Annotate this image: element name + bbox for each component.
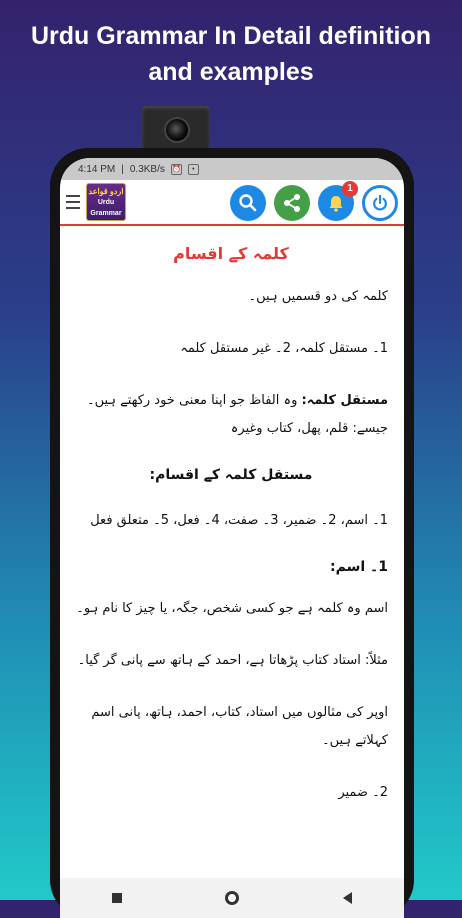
status-time: 4:14 PM (78, 163, 116, 175)
paragraph: 2۔ ضمیر (338, 785, 388, 800)
paragraph: 1۔ اسم، 2۔ ضمیر، 3۔ صفت، 4۔ فعل، 5۔ متعلق فعل (90, 513, 388, 528)
definition-term: مستقل کلمہ: (301, 393, 388, 408)
app-logo (86, 183, 126, 221)
status-bar: 4:14 PM | 0.3KB/s ⏰ • (60, 158, 404, 180)
article-content (60, 226, 404, 807)
app-logo-english: Urdu Grammar (90, 199, 122, 217)
popup-camera (142, 106, 210, 152)
camera-lens-icon (164, 117, 190, 143)
status-speed: 0.3KB/s (129, 163, 165, 175)
menu-icon[interactable] (66, 195, 80, 209)
ism-heading: 1۔ اسم: (330, 559, 388, 575)
notification-icon: • (188, 164, 199, 175)
phone-screen (60, 158, 404, 918)
power-icon (371, 194, 389, 212)
app-bar (60, 180, 404, 226)
search-button[interactable] (230, 185, 266, 221)
recents-icon[interactable] (112, 893, 122, 903)
promo-title (0, 18, 462, 90)
promo-title-line1: Urdu Grammar In Detail definition (30, 22, 432, 50)
bell-icon (326, 193, 346, 213)
app-logo-urdu: اردو قواعد (88, 187, 124, 196)
sub-heading: مستقل کلمہ کے اقسام: (149, 467, 313, 483)
system-nav-bar (60, 878, 404, 918)
paragraph: مثلاً: استاد کتاب پڑھاتا ہے، احمد کے ہاتھ سے پانی گر گیا۔ (77, 653, 388, 668)
paragraph: 1۔ مستقل کلمہ، 2۔ غیر مستقل کلمہ (180, 341, 388, 356)
share-button[interactable] (274, 185, 310, 221)
definition-text: وہ الفاظ جو اپنا معنی خود رکھتے ہیں۔ جیسے: قلم، پھل، کتاب وغیرہ (86, 393, 388, 436)
paragraph: اوپر کی مثالوں میں استاد، کتاب، احمد، ہاتھ، پانی اسم کہلاتے ہیں۔ (91, 705, 388, 748)
notification-badge: 1 (342, 181, 358, 197)
app-actions (230, 185, 398, 221)
back-icon[interactable] (343, 892, 352, 904)
phone-frame (50, 148, 414, 918)
alarm-icon: ⏰ (172, 165, 181, 173)
search-icon (238, 193, 258, 213)
share-icon (282, 193, 302, 213)
notifications-button[interactable] (318, 185, 354, 221)
promo-title-line2: and examples (148, 58, 314, 86)
definition-paragraph (74, 387, 388, 443)
section-heading: کلمہ کے اقسام (173, 244, 289, 263)
power-button[interactable] (362, 185, 398, 221)
paragraph: کلمہ کی دو قسمیں ہیں۔ (248, 289, 388, 304)
home-icon[interactable] (225, 891, 239, 905)
paragraph: اسم وہ کلمہ ہے جو کسی شخص، جگہ، یا چیز کا نام ہو۔ (76, 601, 388, 616)
